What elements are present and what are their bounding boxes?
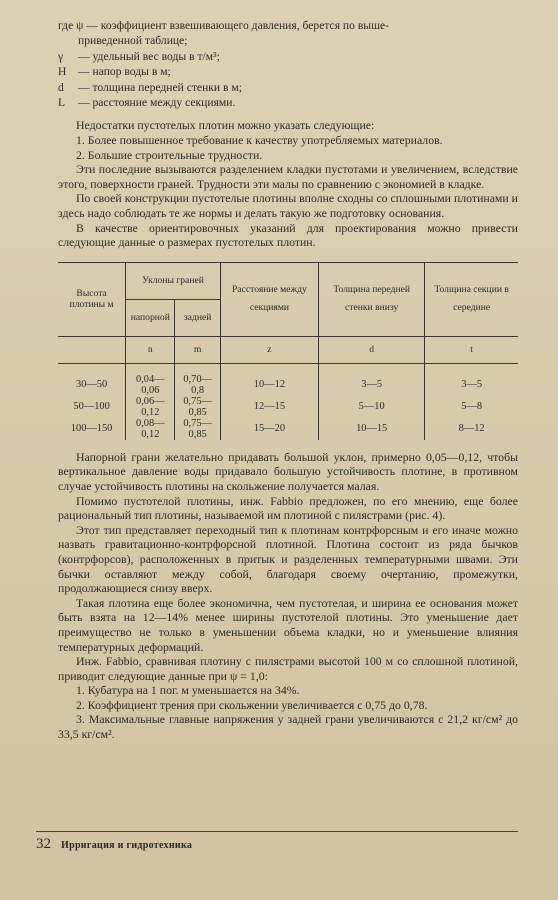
paragraph: 1. Кубатура на 1 пог. м уменьшается на 34%.	[76, 683, 300, 698]
paragraph: 2. Большие строительные трудности.	[76, 147, 263, 162]
table-cell: 0,70—0,8	[175, 363, 220, 396]
table-cell: 12—15	[220, 396, 318, 418]
paragraph: Эти последние вызываются разделением кладки пустотами и увеличением, вследствие этого, поверхности граней. Трудности эти малы по сравнению с экономией в кладке.	[58, 162, 518, 191]
table-cell: 5—8	[425, 396, 518, 418]
paragraph: Инж. Fabbio, сравнивая плотину с пилястрами высотой 100 м со сплошной плотиной, приводит следующие данные при ψ = 1,0:	[58, 654, 518, 683]
legend-symbol: H	[58, 65, 67, 79]
paragraph: Напорной грани желательно придавать большой уклон, примерно 0,05—0,12, чтобы вертикальное давление воды придавало большую устойчивость плотине, в противном случае устойчивость плотины на скольжение получается малая.	[58, 449, 518, 493]
col-header-section: Толщина секции в середине	[425, 262, 518, 336]
col-header-back-face: задней	[175, 299, 220, 336]
paragraph: 3. Максимальные главные напряжения у задней грани увеличиваются с 21,2 кг/см² до 33,5 кг/см².	[58, 712, 518, 742]
table-cell: 30—50	[76, 379, 108, 391]
paragraph: По своей конструкции пустотелые плотины вполне сходны со сплошными плотинами и здесь надо соблюдать те же нормы и делать такую же подготовку основания.	[58, 191, 518, 220]
paragraph: 1. Более повышенное требование к качеству употребляемых материалов.	[76, 133, 443, 148]
legend-gamma	[58, 49, 518, 64]
page-footer	[36, 831, 518, 853]
table-row	[58, 363, 518, 396]
col-header-front-wall: Толщина передней стенки внизу	[319, 262, 425, 336]
symbol-cell: d	[319, 336, 425, 363]
symbol-cell: n	[126, 336, 175, 363]
table-cell: 0,75—0,85	[175, 418, 220, 440]
symbol-cell: t	[425, 336, 518, 363]
legend-text: — удельный вес воды в т/м³;	[78, 49, 220, 63]
paragraph: Помимо пустотелой плотины, инж. Fabbio предложен, по его мнению, еще более рациональный тип плотины, называемой им плотиной с пилястрами (рис. 4).	[58, 493, 518, 523]
table-cell: 0,04—0,06	[126, 363, 175, 396]
paragraph: Недостатки пустотелых плотин можно указать следующие:	[76, 118, 375, 133]
table-cell: 50—100	[73, 401, 110, 413]
dam-dimensions-table	[58, 262, 518, 440]
legend-psi	[58, 18, 518, 33]
legend-l	[58, 95, 518, 110]
legend-symbol: d	[58, 80, 64, 94]
table-cell: 3—5	[319, 363, 425, 396]
table-cell: 0,75—0,85	[175, 396, 220, 418]
col-header-slopes: Уклоны граней	[126, 262, 221, 299]
table-cell: 100—150	[70, 423, 113, 435]
paragraph: В качестве ориентировочных указаний для проектирования можно привести следующие данные о размерах пустотелых плотин.	[58, 220, 518, 250]
legend-text: — расстояние между секциями.	[78, 96, 236, 110]
legend-symbol: γ	[58, 49, 64, 63]
legend-psi-continuation: приведенной таблице;	[78, 34, 188, 48]
legend-h	[58, 64, 518, 79]
legend-psi-text: где ψ — коэффициент взвешивающего давления, берется по выше-	[58, 19, 390, 32]
running-title: Ирригация и гидротехника	[61, 840, 193, 851]
legend-text: — напор воды в м;	[78, 65, 171, 79]
symbol-cell	[58, 336, 126, 363]
table-row	[58, 396, 518, 418]
paragraph: Такая плотина еще более экономична, чем пустотелая, и ширина ее основания может быть взята на 12—14% менее ширины пустотелой плотины. Это уменьшение дает преимущество не только в уменьшении объема кладки, но и уменьшение влияния температурных деформаций.	[58, 595, 518, 654]
page-number: 32	[36, 836, 51, 852]
paragraph: Этот тип представляет переходный тип к плотинам контрфорсным и его иначе можно назвать гравитационно-контрфорсной плотиной. Плотина состоит из ряда бычков (контрфорсов), расположенных в притык и разделенных температурными швами. Эти бычки оставляют между собой, благодаря своему очертанию, промежутки, продолжающиеся снизу вверх.	[58, 522, 518, 596]
table-cell: 5—10	[319, 396, 425, 418]
col-header-pressure-face: напорной	[126, 299, 175, 336]
table-cell: 10—12	[220, 363, 318, 396]
table-cell: 8—12	[425, 418, 518, 440]
formula-legend	[58, 18, 518, 110]
col-header-height: Высота плотины м	[58, 262, 126, 336]
legend-symbol: L	[58, 96, 66, 110]
col-header-distance: Расстояние между секциями	[220, 262, 318, 336]
table-cell: 10—15	[319, 418, 425, 440]
paragraph: 2. Коэффициент трения при скольжении увеличивается с 0,75 до 0,78.	[76, 697, 428, 712]
symbol-cell: z	[220, 336, 318, 363]
table-cell: 3—5	[425, 363, 518, 396]
table-cell: 0,08—0,12	[126, 418, 175, 440]
symbol-cell: m	[175, 336, 220, 363]
legend-d	[58, 80, 518, 95]
legend-text: — толщина передней стенки в м;	[78, 80, 242, 94]
table-cell: 0,06—0,12	[126, 396, 175, 418]
table-cell: 15—20	[220, 418, 318, 440]
table-row	[58, 418, 518, 440]
